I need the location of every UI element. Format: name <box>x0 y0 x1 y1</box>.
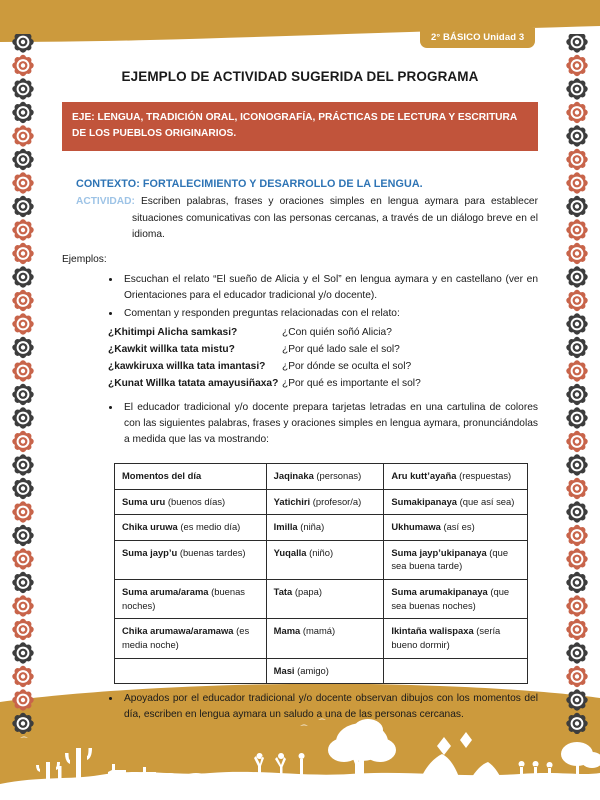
term-aymara: Suma jayp’ukipanaya <box>391 546 487 558</box>
table-cell <box>384 540 528 579</box>
term-aymara: Suma arumakipanaya <box>391 586 488 598</box>
table-cell <box>384 489 528 515</box>
actividad-label: ACTIVIDAD: <box>76 196 135 208</box>
term-gloss: (buenas tardes) <box>177 546 246 558</box>
term-aymara: Yuqalla <box>273 546 307 558</box>
document-content <box>62 52 538 725</box>
table-row <box>115 580 528 619</box>
list-item <box>108 341 538 358</box>
table-cell <box>384 619 528 658</box>
term-aymara: Yatichiri <box>273 495 311 507</box>
question-aymara: ¿Khitimpi Alicha samkasi? <box>108 327 238 338</box>
question-spanish: ¿Por qué es importante el sol? <box>282 378 421 390</box>
actividad-paragraph <box>76 194 538 244</box>
cards-bullet-list <box>108 400 538 448</box>
table-cell <box>115 489 267 515</box>
term-aymara: Imilla <box>273 521 298 533</box>
term-gloss: (niño) <box>306 546 334 558</box>
table-cell <box>115 580 267 619</box>
term-aymara: Tata <box>273 586 293 598</box>
right-decorative-border <box>560 34 594 734</box>
question-aymara: ¿Kunat Willka tatata amayusiñaxa? <box>108 378 279 390</box>
list-item: Comentan y responden preguntas relacionadas con el relato: <box>108 306 538 322</box>
term-aymara: Sumakipanaya <box>391 495 458 507</box>
list-item: Escuchan el relato “El sueño de Alicia y el Sol” en lengua aymara y en castellano (ver en Orientaciones para el educador tradicional y/o docente). <box>108 272 538 304</box>
table-header-cell <box>266 463 384 489</box>
question-spanish: ¿Por dónde se oculta el sol? <box>282 361 412 373</box>
term-aymara: Chika uruwa <box>122 521 178 533</box>
list-item: Apoyados por el educador tradicional y/o docente observan dibujos con los momentos del día, escriben en lengua aymara un saludo a una de las personas cercanas. <box>108 691 538 723</box>
term-gloss: (papa) <box>292 586 322 598</box>
table-cell <box>266 489 384 515</box>
term-gloss: (buenos días) <box>165 495 226 507</box>
table-cell <box>266 540 384 579</box>
term-gloss: (es medio día) <box>177 521 241 533</box>
left-decorative-border <box>6 34 40 734</box>
term-gloss: (respuestas) <box>456 469 512 481</box>
table-header-cell <box>115 463 267 489</box>
list-item <box>108 324 538 341</box>
contexto-heading: CONTEXTO: FORTALECIMIENTO Y DESARROLLO DE LA LENGUA. <box>76 177 423 190</box>
table-header-cell <box>384 463 528 489</box>
term-aymara: Masi <box>273 664 295 676</box>
table-row <box>115 515 528 541</box>
actividad-body: Escriben palabras, frases y oraciones simples en lengua aymara para establecer situaciones comunicativas con las personas cercanas, a través de un diálogo breve en el idioma. <box>132 196 538 241</box>
term-gloss: (buenas noches) <box>122 586 245 611</box>
ejemplos-label: Ejemplos: <box>62 253 107 265</box>
term-gloss: (que así sea) <box>457 495 515 507</box>
term-gloss: (así es) <box>440 521 475 533</box>
term-aymara: Suma jayp’u <box>122 546 178 558</box>
table-row <box>115 658 528 684</box>
table-cell <box>266 619 384 658</box>
term-aymara: Aru kutt’ayaña <box>391 469 457 481</box>
table-cell <box>115 515 267 541</box>
term-aymara: Suma uru <box>122 495 166 507</box>
vocabulary-table <box>114 463 528 684</box>
term-aymara: Ikintaña walispaxa <box>391 625 474 637</box>
term-aymara: Momentos del día <box>122 469 202 481</box>
list-item <box>108 375 538 392</box>
eje-banner: EJE: LENGUA, TRADICIÓN ORAL, ICONOGRAFÍA, PRÁCTICAS DE LECTURA Y ESCRITURA DE LOS PUEBLOS ORIGINARIOS. <box>62 102 538 151</box>
term-gloss: (amigo) <box>294 664 329 676</box>
question-spanish: ¿Por qué lado sale el sol? <box>282 344 400 356</box>
term-gloss: (es media noche) <box>122 625 250 650</box>
table-cell <box>266 515 384 541</box>
term-aymara: Ukhumawa <box>391 521 441 533</box>
table-cell <box>266 580 384 619</box>
term-aymara: Suma aruma/arama <box>122 586 209 598</box>
term-gloss: (sería bueno dormir) <box>391 625 501 650</box>
table-row <box>115 489 528 515</box>
question-aymara: ¿kawkiruxa willka tata imantasi? <box>108 361 266 373</box>
actividad-block <box>76 194 538 244</box>
term-gloss: (que sea buenas noches) <box>391 586 510 611</box>
page-title: EJEMPLO DE ACTIVIDAD SUGERIDA DEL PROGRAMA <box>121 69 479 84</box>
table-cell <box>115 658 267 684</box>
question-answer-list <box>108 324 538 393</box>
table-header-row <box>115 463 528 489</box>
list-item <box>108 358 538 375</box>
table-cell <box>384 580 528 619</box>
term-aymara: Chika arumawa/aramawa <box>122 625 234 637</box>
table-cell <box>384 658 528 684</box>
table-cell <box>115 540 267 579</box>
table-cell <box>266 658 384 684</box>
term-gloss: (niña) <box>297 521 325 533</box>
table-row <box>115 540 528 579</box>
closing-bullet-list <box>108 691 538 723</box>
term-gloss: (profesor/a) <box>310 495 362 507</box>
examples-bullet-list <box>108 272 538 322</box>
table-cell <box>384 515 528 541</box>
unit-badge: 2° BÁSICO Unidad 3 <box>420 28 535 48</box>
list-item: El educador tradicional y/o docente prepara tarjetas letradas en una cartulina de colores con las siguientes palabras, frases y oraciones simples en lengua aymara, pronunciándolas a medida que las va mostrando: <box>108 400 538 448</box>
table-row <box>115 619 528 658</box>
question-spanish: ¿Con quién soñó Alicia? <box>282 327 392 338</box>
term-gloss: (que sea buena tarde) <box>391 546 509 572</box>
term-gloss: (personas) <box>313 469 362 481</box>
term-aymara: Jaqinaka <box>273 469 314 481</box>
term-aymara: Mama <box>273 625 301 637</box>
term-gloss: (mamá) <box>300 625 336 637</box>
question-aymara: ¿Kawkit willka tata mistu? <box>108 344 235 356</box>
table-cell <box>115 619 267 658</box>
